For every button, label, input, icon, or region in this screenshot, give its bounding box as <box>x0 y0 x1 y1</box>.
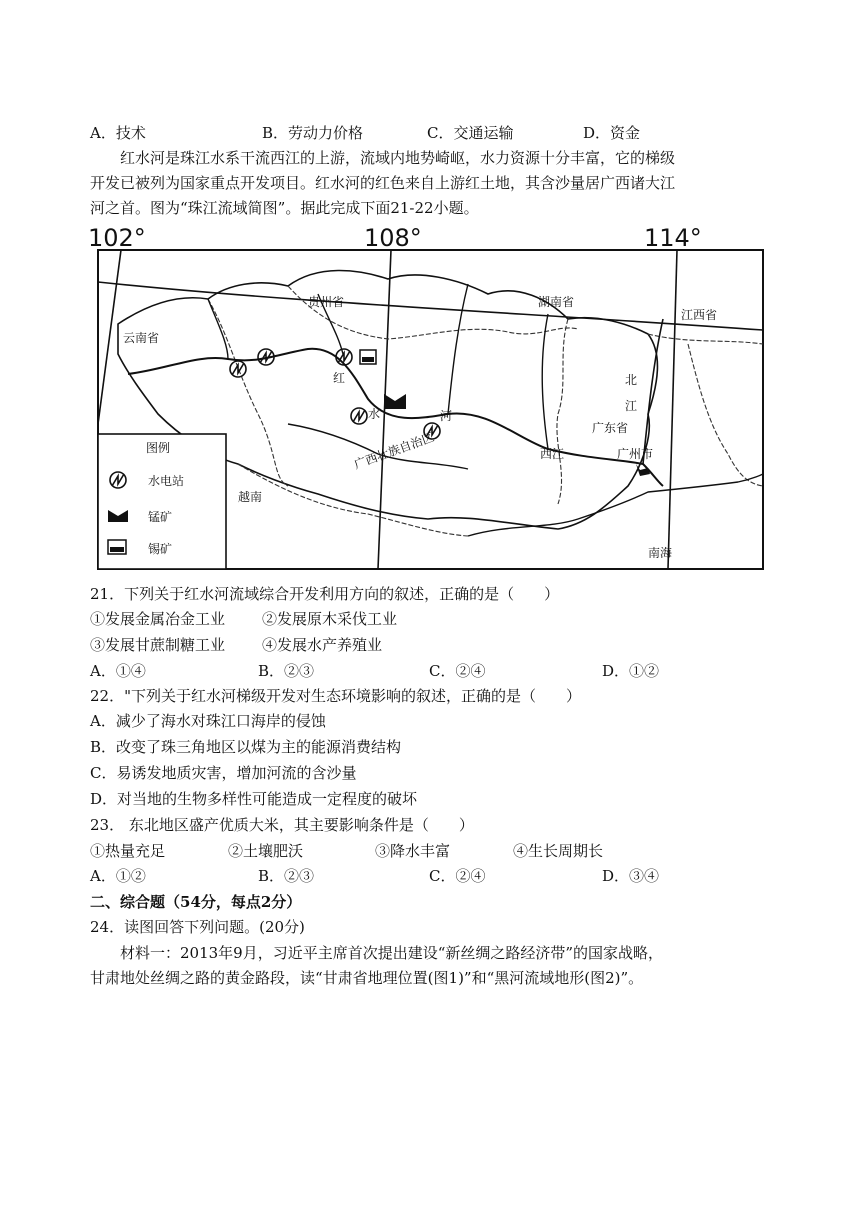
q21-statement-3: ③发展甘蔗制糖工业 <box>90 636 226 654</box>
q24-material-line-2: 甘肃地处丝绸之路的黄金路段，读“甘肃省地理位置(图1)”和“黑河流域地形(图2)”。 <box>90 969 644 987</box>
pearl-river-basin-map <box>88 224 778 574</box>
guangzhou-city-icon <box>636 464 650 476</box>
q23-option-c: C．②④ <box>429 867 486 885</box>
q21-option-d: D．①② <box>602 662 660 680</box>
q24-material-line-1: 材料一：2013年9月，习近平主席首次提出建设“新丝绸之路经济带”的国家战略， <box>120 944 664 962</box>
prev-option-b: B．劳动力价格 <box>262 124 364 142</box>
parallel-line <box>98 282 763 330</box>
q21-option-b: B．②③ <box>258 662 315 680</box>
label-xijiang: 西江 <box>540 447 565 461</box>
label-river-char-3: 河 <box>440 409 453 423</box>
q23-statement-4: ④生长周期长 <box>513 842 604 860</box>
tributary-1 <box>208 299 228 359</box>
boundary-guizhou-guangxi <box>288 286 578 339</box>
q23-statement-3: ③降水丰富 <box>375 842 451 860</box>
tributary-3 <box>448 284 468 414</box>
label-river-char-1: 红 <box>333 371 346 385</box>
legend-item-tin: 锡矿 <box>148 542 173 556</box>
label-yunnan: 云南省 <box>123 331 160 345</box>
q21-statement-2: ②发展原木采伐工业 <box>262 610 398 628</box>
label-beijiang-2: 江 <box>625 399 638 413</box>
q23-option-a: A．①② <box>90 867 146 885</box>
q23-statement-2: ②土壤肥沃 <box>228 842 304 860</box>
degree-label-108: 108° <box>364 224 422 252</box>
q23-option-d: D．③④ <box>602 867 660 885</box>
hydropower-station-icon <box>230 349 440 439</box>
q21-stem: 21．下列关于红水河流域综合开发利用方向的叙述，正确的是（ ） <box>90 585 560 603</box>
label-guangzhou: 广州市 <box>617 447 654 461</box>
boundary-guangdong-fujian <box>688 344 763 486</box>
intro-line-3: 河之首。图为“珠江流域简图”。据此完成下面21-22小题。 <box>90 199 479 217</box>
degree-label-114: 114° <box>644 224 702 252</box>
legend-tin-icon <box>108 540 126 554</box>
label-guangxi: 广西壮族自治区 <box>352 429 436 472</box>
tributary-4 <box>542 314 548 449</box>
label-guizhou: 贵州省 <box>308 295 345 309</box>
q21-option-a: A．①④ <box>90 662 146 680</box>
label-jiangxi: 江西省 <box>681 308 718 322</box>
q21-statement-4: ④发展水产养殖业 <box>262 636 383 654</box>
intro-line-1: 红水河是珠江水系干流西江的上游，流域内地势崎岖，水力资源十分丰富，它的梯级 <box>120 149 676 167</box>
q22-option-d: D．对当地的生物多样性可能造成一定程度的破坏 <box>90 790 418 808</box>
meridian-114 <box>668 250 677 569</box>
map-legend <box>98 434 226 569</box>
degree-label-102: 102° <box>88 224 146 252</box>
coastline <box>468 474 763 536</box>
manganese-ore-icon <box>384 394 406 409</box>
label-nanhai: 南海 <box>648 546 673 560</box>
section-2-heading: 二、综合题（54分，每点2分） <box>90 893 302 911</box>
label-guangdong: 广东省 <box>592 421 629 435</box>
boundary-hunan-jiangxi <box>648 334 763 344</box>
q22-option-a: A．减少了海水对珠江口海岸的侵蚀 <box>90 712 326 730</box>
prev-option-d: D．资金 <box>583 124 641 142</box>
intro-line-2: 开发已被列为国家重点开发项目。红水河的红色来自上游红土地，其含沙量居广西诸大江 <box>90 174 676 192</box>
q23-statement-1: ①热量充足 <box>90 842 166 860</box>
label-yuenan: 越南 <box>238 490 263 504</box>
boundary-guangxi-guangdong <box>557 319 568 504</box>
legend-item-hydropower: 水电站 <box>148 474 185 488</box>
q21-statement-1: ①发展金属冶金工业 <box>90 610 226 628</box>
legend-title: 图例 <box>146 441 171 455</box>
q22-option-b: B．改变了珠三角地区以煤为主的能源消费结构 <box>90 738 402 756</box>
q21-option-c: C．②④ <box>429 662 486 680</box>
q24-stem: 24．读图回答下列问题。(20分) <box>90 918 305 936</box>
tin-ore-icon <box>360 350 376 364</box>
q23-option-b: B．②③ <box>258 867 315 885</box>
prev-option-a: A．技术 <box>90 124 146 142</box>
label-hunan: 湖南省 <box>538 295 575 309</box>
q22-option-c: C．易诱发地质灾害，增加河流的含沙量 <box>90 764 357 782</box>
prev-option-c: C．交通运输 <box>427 124 514 142</box>
label-river-char-2: 水 <box>368 407 381 421</box>
legend-item-manganese: 锰矿 <box>148 510 173 524</box>
label-beijiang-1: 北 <box>625 373 638 387</box>
boundary-vietnam <box>238 464 468 536</box>
q22-stem: 22．"下列关于红水河梯级开发对生态环境影响的叙述，正确的是（ ） <box>90 687 581 705</box>
q23-stem: 23． 东北地区盛产优质大米，其主要影响条件是（ ） <box>90 816 474 834</box>
